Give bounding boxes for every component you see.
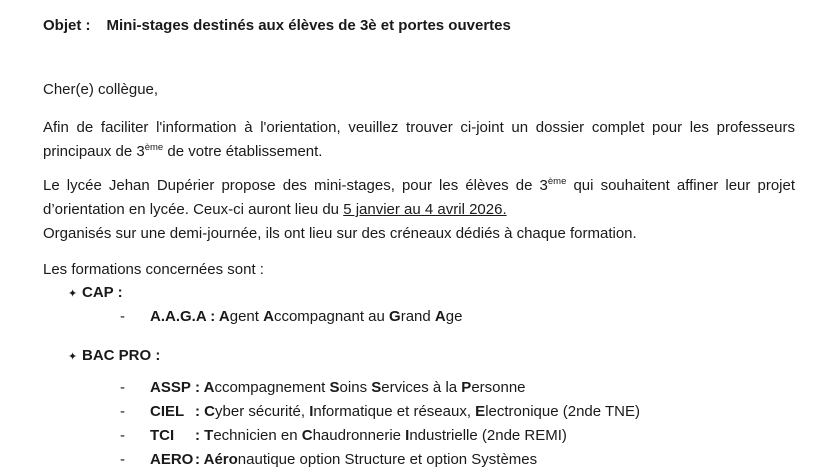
cap-section-header — [43, 282, 795, 305]
list-item-ciel — [43, 400, 795, 424]
assp-description: : Accompagnement Soins Services à la Personne — [195, 379, 526, 396]
subject-line — [43, 14, 795, 38]
assp-acronym: ASSP — [150, 379, 191, 396]
ciel-description: : Cyber sécurité, Informatique et réseaux, Electronique (2nde TNE) — [195, 403, 640, 420]
formations-intro: Les formations concernées sont : — [43, 261, 264, 278]
dash-bullet: - — [120, 379, 125, 396]
subject-label: Objet : — [43, 17, 91, 34]
dash-bullet: - — [120, 451, 125, 468]
aaga-description: A.A.G.A : Agent Accompagnant au Grand Age — [150, 308, 463, 325]
aero-description: : Aéronautique option Structure et option Systèmes — [195, 451, 538, 468]
paragraph-info-orientation: Afin de faciliter l'information à l'orientation, veuillez trouver ci-joint un dossier complet pour les professeurs principaux de 3ème de votre établissement. — [43, 119, 795, 160]
aero-acronym: AERO — [150, 451, 194, 468]
dash-bullet: - — [120, 308, 125, 325]
subject-text: Mini-stages destinés aux élèves de 3è et portes ouvertes — [106, 17, 511, 34]
list-item-aaga — [43, 305, 795, 329]
paragraph-mini-stages: Le lycée Jehan Dupérier propose des mini-stages, pour les élèves de 3ème qui souhaitent affiner leur projet d’orientation en lycée. Ceux-ci auront lieu du 5 janvier au 4 avril 2026. — [43, 176, 795, 218]
diamond-bullet-icon: ✦ — [68, 351, 78, 363]
paragraph-demi-journee: Organisés sur une demi-journée, ils ont lieu sur des créneaux dédiés à chaque formation. — [43, 225, 637, 242]
diamond-bullet-icon: ✦ — [68, 288, 78, 300]
tci-acronym: TCI — [150, 427, 175, 444]
dash-bullet: - — [120, 427, 125, 444]
list-item-aero — [43, 448, 795, 472]
tci-description: : Technicien en Chaudronnerie Industrielle (2nde REMI) — [195, 427, 567, 444]
dash-bullet: - — [120, 403, 125, 420]
bacpro-section-label: BAC PRO : — [82, 347, 161, 364]
bacpro-section-header — [43, 345, 795, 368]
salutation: Cher(e) collègue, — [43, 81, 159, 98]
ciel-acronym: CIEL — [150, 403, 185, 420]
list-item-tci — [43, 424, 795, 448]
list-item-assp — [43, 376, 795, 400]
cap-section-label: CAP : — [82, 284, 123, 301]
